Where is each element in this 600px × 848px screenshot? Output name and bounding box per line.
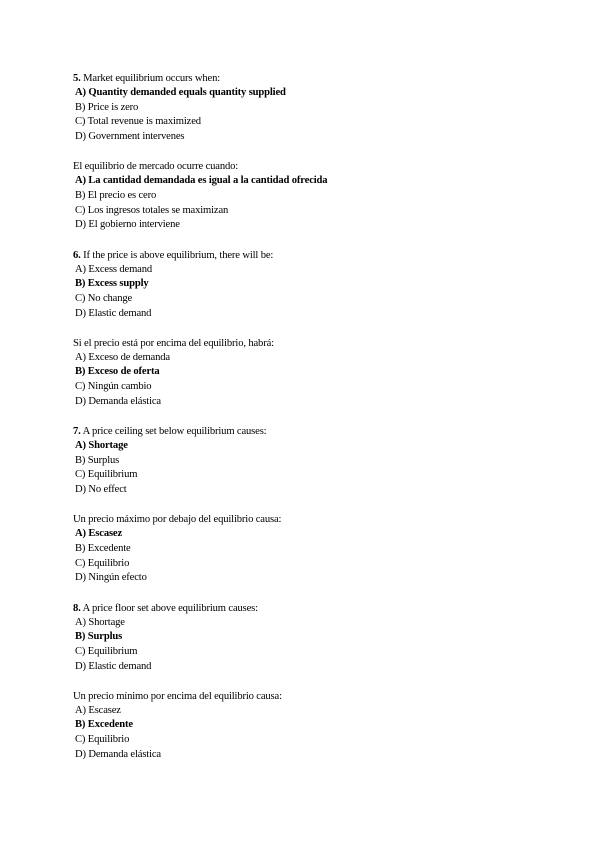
answer-option-correct: A) Shortage [75, 440, 128, 451]
answer-option: C) No change [75, 292, 133, 304]
answer-option-correct: A) Quantity demanded equals quantity supplied [75, 87, 286, 98]
answer-option: C) Ningún cambio [75, 381, 152, 393]
answer-option: D) Demanda elástica [75, 395, 161, 407]
answer-option: A) Excess demand [75, 263, 153, 275]
answer-option: D) Ningún efecto [75, 572, 147, 584]
question-text: Market equilibrium occurs when: [83, 73, 221, 84]
question-7-es [73, 512, 553, 586]
question-text: Un precio máximo por debajo del equilibrio causa: [73, 514, 282, 526]
question-6-es [73, 336, 553, 410]
question-5-es [73, 159, 553, 233]
answer-option: A) Exceso de demanda [75, 351, 170, 363]
answer-option: A) Escasez [75, 704, 121, 716]
answer-option-correct: B) Surplus [75, 631, 123, 643]
question-stem [73, 601, 553, 616]
answer-option: B) El precio es cero [75, 189, 157, 201]
question-text: Si el precio está por encima del equilibrio, habrá: [73, 337, 274, 349]
answer-option: C) Equilibrio [75, 557, 130, 569]
question-text: El equilibrio de mercado ocurre cuando: [73, 161, 239, 173]
question-number: 8. [73, 602, 81, 614]
question-text: Un precio mínimo por encima del equilibrio causa: [73, 690, 282, 702]
question-5-en [73, 71, 553, 145]
answer-option: C) Los ingresos totales se maximizan [75, 204, 229, 216]
answer-option: B) Price is zero [75, 101, 139, 113]
answer-option: C) Equilibrium [75, 645, 138, 657]
question-number: 5. [73, 73, 81, 84]
answer-option-correct: A) La cantidad demandada es igual a la cantidad ofrecida [75, 175, 328, 187]
answer-option-correct: B) Excess supply [75, 278, 149, 290]
question-8-en [73, 601, 553, 675]
quiz-page [73, 71, 553, 777]
answer-option: C) Equilibrio [75, 734, 130, 746]
question-6-en [73, 248, 553, 322]
answer-option: D) Demanda elástica [75, 748, 161, 760]
answer-option: D) Elastic demand [75, 307, 152, 319]
question-text: A price ceiling set below equilibrium causes: [82, 426, 267, 437]
answer-option: B) Surplus [75, 454, 120, 466]
answer-option: D) Elastic demand [75, 660, 152, 672]
answer-option: A) Shortage [75, 616, 125, 628]
answer-option-correct: B) Exceso de oferta [75, 366, 160, 378]
answer-option-correct: A) Escasez [75, 528, 123, 540]
question-stem [73, 248, 553, 263]
answer-option: C) Total revenue is maximized [75, 116, 201, 128]
question-7-en [73, 424, 553, 498]
answer-option: D) Government intervenes [75, 131, 185, 143]
question-text: A price floor set above equilibrium causes: [82, 602, 258, 614]
answer-option: B) Excedente [75, 542, 131, 554]
question-8-es [73, 689, 553, 763]
answer-option: C) Equilibrium [75, 469, 138, 481]
question-number: 6. [73, 249, 81, 261]
question-stem [73, 424, 553, 439]
answer-option: D) No effect [75, 484, 127, 496]
answer-option: D) El gobierno interviene [75, 219, 180, 231]
question-number: 7. [73, 426, 81, 437]
question-text: If the price is above equilibrium, there will be: [83, 249, 274, 261]
question-stem [73, 71, 553, 86]
answer-option-correct: B) Excedente [75, 719, 133, 731]
